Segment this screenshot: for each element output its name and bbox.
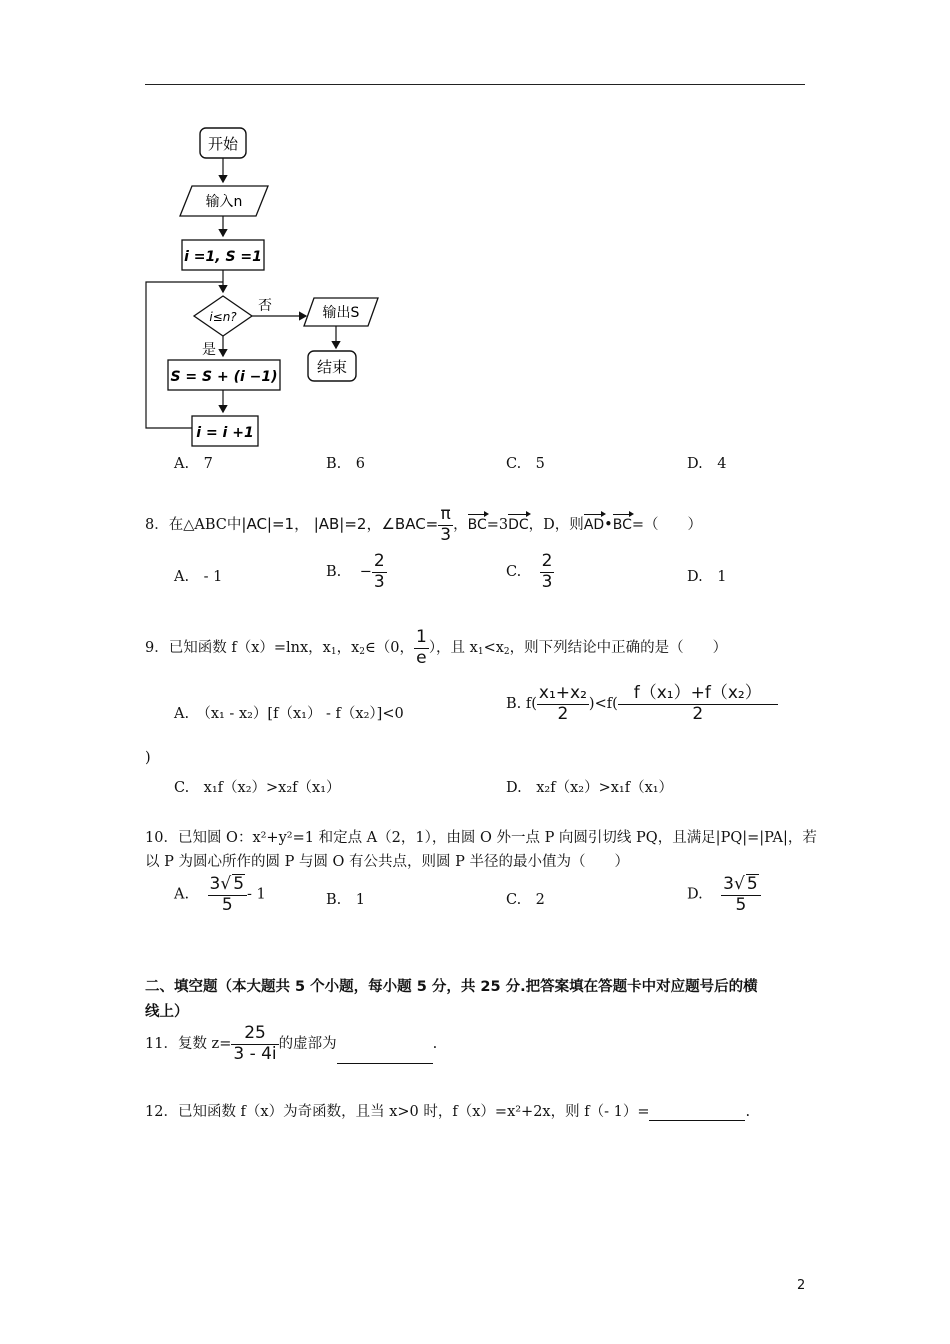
q12-answer-blank [649,1106,745,1121]
flow-output: 输出S [322,305,360,321]
q10-option-c: C. 2 [506,892,545,908]
q8-option-d: D. 1 [687,569,727,585]
flowchart [140,120,380,450]
q9-option-d: D. x₂f（x₂）>x₁f（x₁） [506,780,674,796]
question-9: 9．已知函数 f（x）=lnx，$x_1$，$x_2\in(0$， $\frac{1}{e}$ ），且 $x_1<x_2$，则下列结论中正确的是（ ） [145,627,728,668]
flow-yes-label: 是 [202,342,216,358]
question-10-line-2: 以 P 为圆心所作的圆 P 与圆 O 有公共点，则圆 P 半径的最小值为（ ） [145,854,630,870]
q9-option-a: A. （x₁ - x₂）[f（x₁） - f（x₂）]<0 [174,706,404,722]
question-12: 12．已知函数 f（x）为奇函数，且当 x>0 时，f（x）=x²+2x，则 f（- 1）= . [145,1104,751,1120]
q9-option-c: C. x₁f（x₂）>x₂f（x₁） [174,780,341,796]
flow-update-i: i = i +1 [196,425,254,441]
flow-update-s: S = S + (i −1) [170,369,278,385]
section-2-heading-line-2: 线上） [145,1004,189,1020]
q8-option-c: C. $\frac{2}{3}$ [506,551,553,592]
q10-option-d: D. $\frac{3√ 5}{5}$ [687,874,761,915]
q10-option-a: A. $\frac{3√ 5}{5}$ - 1 [174,874,266,915]
q9-option-b-close: ) [145,750,151,766]
q8-option-a: A. - 1 [174,569,223,585]
flow-input: 输入n [205,194,243,210]
q7-option-c: C. 5 [506,456,545,472]
flow-init: i =1, S =1 [184,249,262,265]
q9-option-b: B. f( $\frac{\text{x₁+x₂}}{2}$ )<f( $\frac{\text{f（x₁）+f（x₂）}}{2}$ [506,684,778,724]
vector-dc: DC [508,517,529,534]
question-10-line-1: 10．已知圆 O：x²+y²=1 和定点 A（2，1），由圆 O 外一点 P 向圆引切线 PQ，且满足|PQ|=|PA|，若 [145,830,817,846]
q8-option-b: B. − $\frac{2}{3}$ [326,551,385,592]
flow-condition: i≤n? [209,310,237,324]
flow-no-label: 否 [258,298,272,314]
vector-bc: BC [467,517,487,534]
q11-answer-blank [337,1049,433,1064]
header-rule [145,84,805,85]
vector-ad: AD [583,517,605,534]
q10-option-b: B. 1 [326,892,365,908]
question-8: 8．在△ABC中|AC|=1， |AB|=2，∠BAC= $\frac{\pi}{3}$ ，BC=3DC，D，则AD•BC=（ ） [145,504,703,545]
q7-option-d: D. 4 [687,456,727,472]
question-11: 11．复数 z= $\frac{25}{3 - 4i}$ 的虚部为 . [145,1023,438,1064]
vector-bc-2: BC [612,517,632,534]
flow-end: 结束 [316,358,348,376]
page-number: 2 [797,1278,806,1293]
q7-option-a: A. 7 [174,456,213,472]
flow-start: 开始 [207,135,239,153]
section-2-heading-line-1: 二、填空题（本大题共 5 个小题，每小题 5 分，共 25 分.把答案填在答题卡中对应题号后的横 [145,979,758,995]
q7-option-b: B. 6 [326,456,365,472]
